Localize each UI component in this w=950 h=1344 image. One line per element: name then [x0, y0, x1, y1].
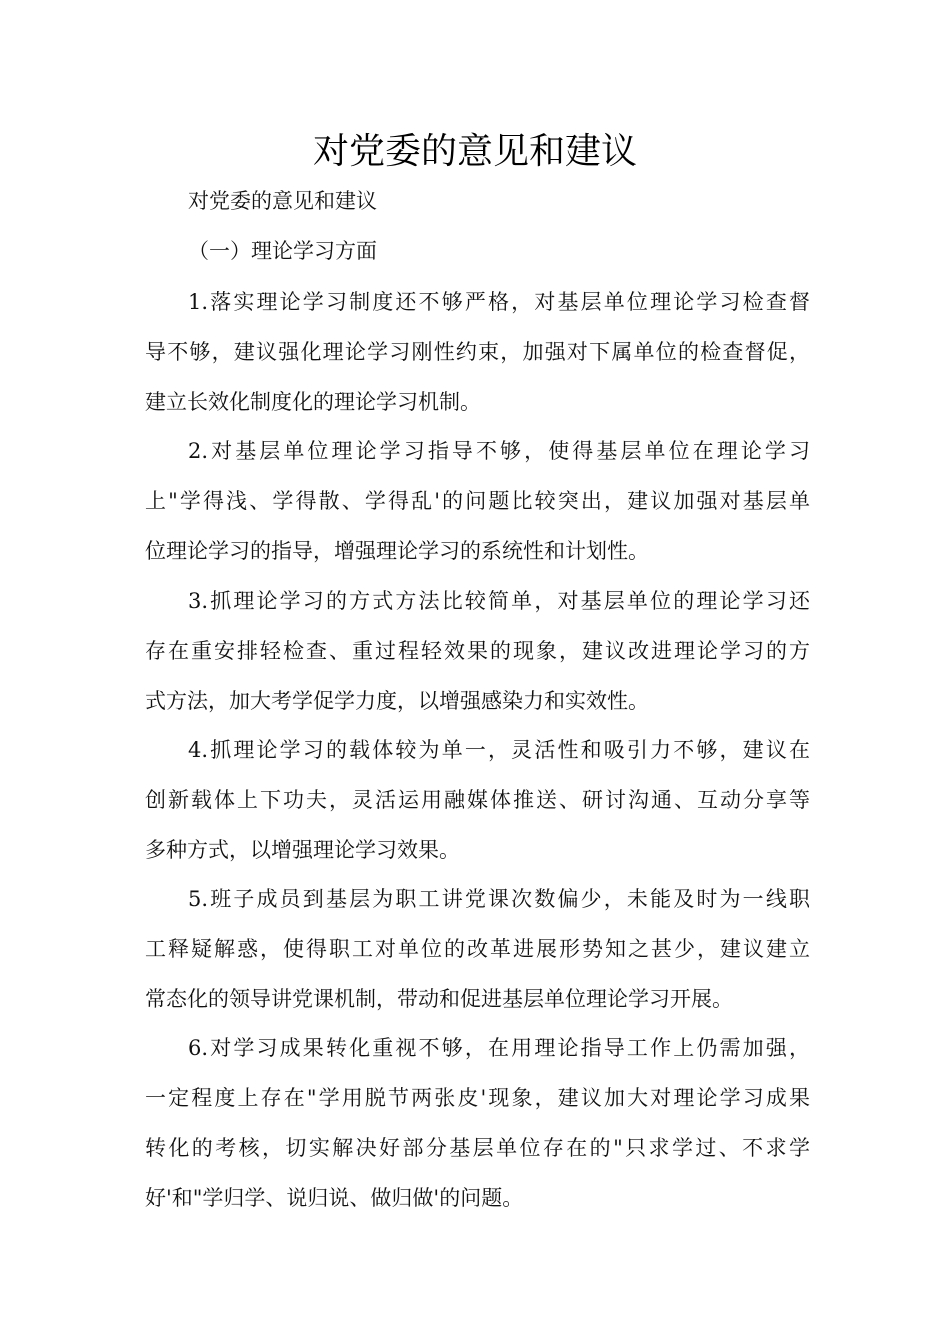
paragraph-4-line-1: 4.抓理论学习的载体较为单一，灵活性和吸引力不够，建议在 [188, 738, 810, 762]
paragraph-4-line-2: 创新载体上下功夫，灵活运用融媒体推送、研讨沟通、互动分享等 [145, 788, 810, 812]
paragraph-6-line-2: 一定程度上存在"学用脱节两张皮'现象，建议加大对理论学习成果 [145, 1086, 810, 1110]
paragraph-4-line-3: 多种方式，以增强理论学习效果。 [145, 838, 460, 862]
paragraph-6-line-1: 6.对学习成果转化重视不够，在用理论指导工作上仍需加强， [188, 1036, 810, 1060]
paragraph-2-line-3: 位理论学习的指导，增强理论学习的系统性和计划性。 [145, 539, 649, 563]
paragraph-1-line-3: 建立长效化制度化的理论学习机制。 [145, 390, 481, 414]
paragraph-5-line-1: 5.班子成员到基层为职工讲党课次数偏少，未能及时为一线职 [188, 887, 810, 911]
paragraph-5-line-3: 常态化的领导讲党课机制，带动和促进基层单位理论学习开展。 [145, 987, 733, 1011]
paragraph-5-line-2: 工释疑解惑，使得职工对单位的改革进展形势知之甚少，建议建立 [145, 937, 810, 961]
paragraph-2-line-2: 上"学得浅、学得散、学得乱'的问题比较突出，建议加强对基层单 [145, 489, 810, 513]
document-title: 对党委的意见和建议 [312, 131, 637, 172]
section-heading: （一）理论学习方面 [188, 239, 377, 263]
document-subtitle: 对党委的意见和建议 [188, 189, 377, 213]
paragraph-3-line-1: 3.抓理论学习的方式方法比较简单，对基层单位的理论学习还 [188, 589, 810, 613]
paragraph-6-line-4: 好'和"学归学、说归说、做归做'的问题。 [145, 1186, 524, 1210]
paragraph-1-line-1: 1.落实理论学习制度还不够严格，对基层单位理论学习检查督 [188, 290, 810, 314]
paragraph-6-line-3: 转化的考核，切实解决好部分基层单位存在的"只求学过、不求学 [145, 1136, 810, 1160]
paragraph-3-line-2: 存在重安排轻检查、重过程轻效果的现象，建议改进理论学习的方 [145, 639, 810, 663]
paragraph-2-line-1: 2.对基层单位理论学习指导不够，使得基层单位在理论学习 [188, 439, 810, 463]
paragraph-1-line-2: 导不够，建议强化理论学习刚性约束，加强对下属单位的检查督促， [145, 340, 810, 364]
paragraph-3-line-3: 式方法，加大考学促学力度，以增强感染力和实效性。 [145, 689, 649, 713]
